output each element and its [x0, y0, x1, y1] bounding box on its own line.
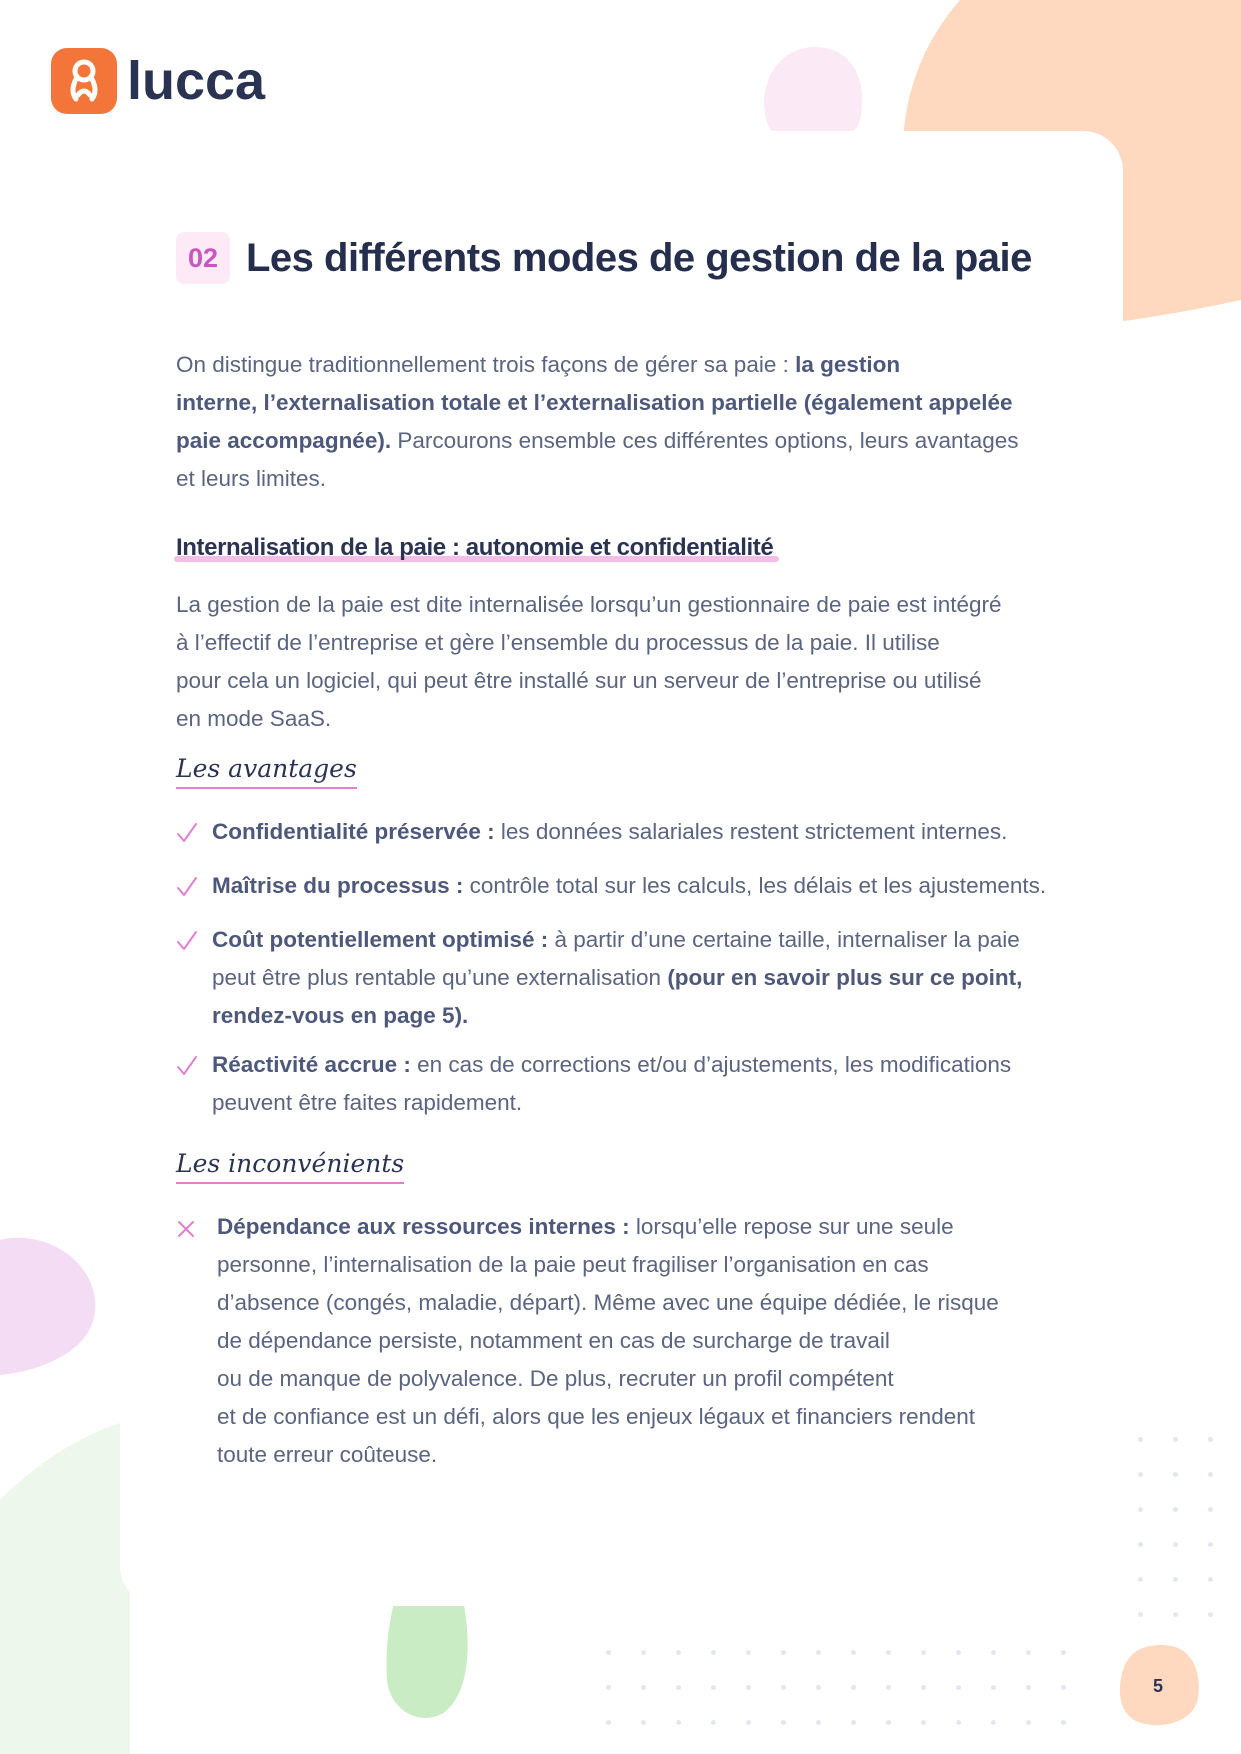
- list-item: Coût potentiellement optimisé : à partir d’une certaine taille, internaliser la paie peut être plus rentable qu’une externalisation (pour en savoir plus sur ce point, rendez-vous en page 5).: [176, 921, 1056, 1035]
- subheading: Internalisation de la paie : autonomie et confidentialité: [176, 534, 779, 562]
- list-item: Réactivité accrue : en cas de corrections et/ou d’ajustements, les modifications peuvent être faites rapidement.: [176, 1046, 1056, 1122]
- checkmark-icon: [176, 813, 212, 856]
- checkmark-icon: [176, 1046, 212, 1122]
- green-blob-bottom: [385, 1600, 469, 1720]
- page-number: 5: [1152, 1675, 1163, 1696]
- list-item: Dépendance aux ressources internes : lorsqu’elle repose sur une seule personne, l’internalisation de la paie peut fragiliser l’organisation en cas d’absence (congés, maladie, départ). Même avec une équipe dédiée, le risque de dépendance persiste, notamment en cas de surcharge de travail ou de manque de polyvalence. De plus, recruter un profil compétent et de confiance est un défi, alors que les enjeux légaux et financiers rendent toute erreur coûteuse.: [176, 1208, 1056, 1474]
- advantages-heading: Les avantages: [176, 754, 357, 789]
- list-item: Confidentialité préservée : les données salariales restent strictement internes.: [176, 813, 1056, 856]
- section-number: 02: [176, 232, 230, 284]
- page-title: Les différents modes de gestion de la paie: [246, 235, 1032, 280]
- green-blob-left: [0, 1420, 130, 1754]
- brand-name: lucca: [127, 51, 266, 111]
- checkmark-icon: [176, 921, 212, 1035]
- body-paragraph: La gestion de la paie est dite internalisée lorsqu’un gestionnaire de paie est intégré à l’effectif de l’entreprise et gère l’ensemble du processus de la paie. Il utilise pour cela un logiciel, qui peut être installé sur un serveur de l’entreprise ou utilisé en mode SaaS.: [176, 592, 1002, 731]
- drawbacks-list: [176, 1208, 1056, 1474]
- intro-paragraph: On distingue traditionnellement trois façons de gérer sa paie : la gestion interne, l’externalisation totale et l’externalisation partielle (également appelée paie accompagnée). Parcourons ensemble ces différentes options, leurs avantages et leurs limites.: [176, 352, 1019, 491]
- advantages-list: [176, 813, 1056, 1122]
- drawbacks-heading: Les inconvénients: [176, 1149, 404, 1184]
- dot-grid-right: [1138, 1437, 1218, 1617]
- checkmark-icon: [176, 867, 212, 910]
- main-content: [176, 230, 1056, 1485]
- list-item: Maîtrise du processus : contrôle total sur les calculs, les délais et les ajustements.: [176, 867, 1056, 910]
- lucca-logo-icon: [51, 48, 117, 114]
- dot-grid-bottom: [606, 1650, 1126, 1730]
- pink-blob-left: [0, 1235, 100, 1385]
- brand-logo[interactable]: [51, 48, 265, 114]
- section-header: [176, 230, 1056, 286]
- cross-icon: [176, 1208, 217, 1474]
